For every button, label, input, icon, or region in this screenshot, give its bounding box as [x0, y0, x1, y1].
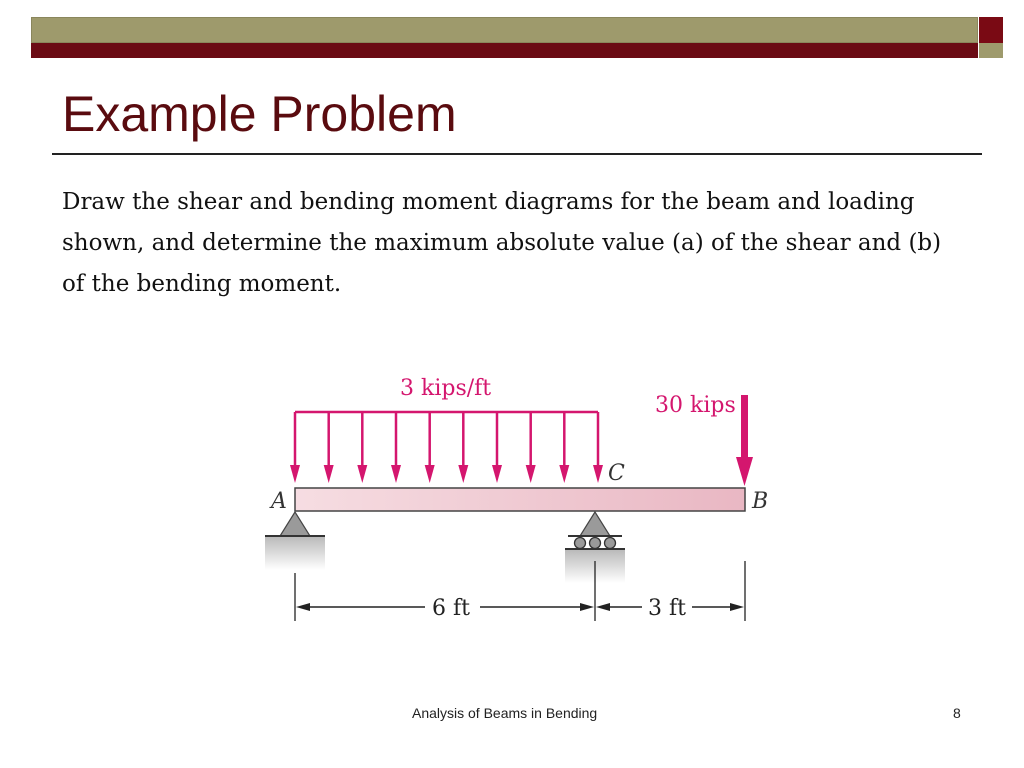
load-arrow [526, 412, 536, 483]
load-arrow [492, 412, 502, 483]
page-number: 8 [953, 705, 961, 721]
pin-support-a [265, 512, 325, 570]
problem-statement: Draw the shear and bending moment diagrams for the beam and loading shown, and determine the maximum absolute value (a) of the shear and (b) of the bending moment. [62, 189, 942, 297]
footer-text: Analysis of Beams in Bending [412, 705, 598, 721]
point-c-label: C [608, 461, 625, 486]
beam-diagram [260, 365, 780, 630]
load-arrow [458, 412, 468, 483]
load-arrow [425, 412, 435, 483]
distributed-load-arrows [290, 412, 603, 483]
title-divider [52, 153, 982, 155]
point-load-label: 30 kips [655, 393, 736, 418]
point-load-arrow [736, 395, 753, 486]
header-bar-olive [31, 17, 978, 43]
beam [295, 488, 745, 511]
load-arrow [324, 412, 334, 483]
point-a-label: A [271, 489, 287, 514]
dimension-ac-label: 6 ft [432, 596, 470, 621]
load-arrow [559, 412, 569, 483]
distributed-load-label: 3 kips/ft [400, 376, 492, 401]
load-arrow [357, 412, 367, 483]
header-bar-maroon [31, 43, 978, 58]
load-arrow [593, 412, 603, 483]
load-arrow [290, 412, 300, 483]
load-arrow [391, 412, 401, 483]
header-bar [31, 17, 978, 59]
header-corner-olive [979, 43, 1003, 58]
dimension-cb-label: 3 ft [648, 596, 686, 621]
point-b-label: B [752, 489, 769, 514]
header-corner-maroon [979, 17, 1003, 43]
slide-title: Example Problem [62, 86, 457, 142]
